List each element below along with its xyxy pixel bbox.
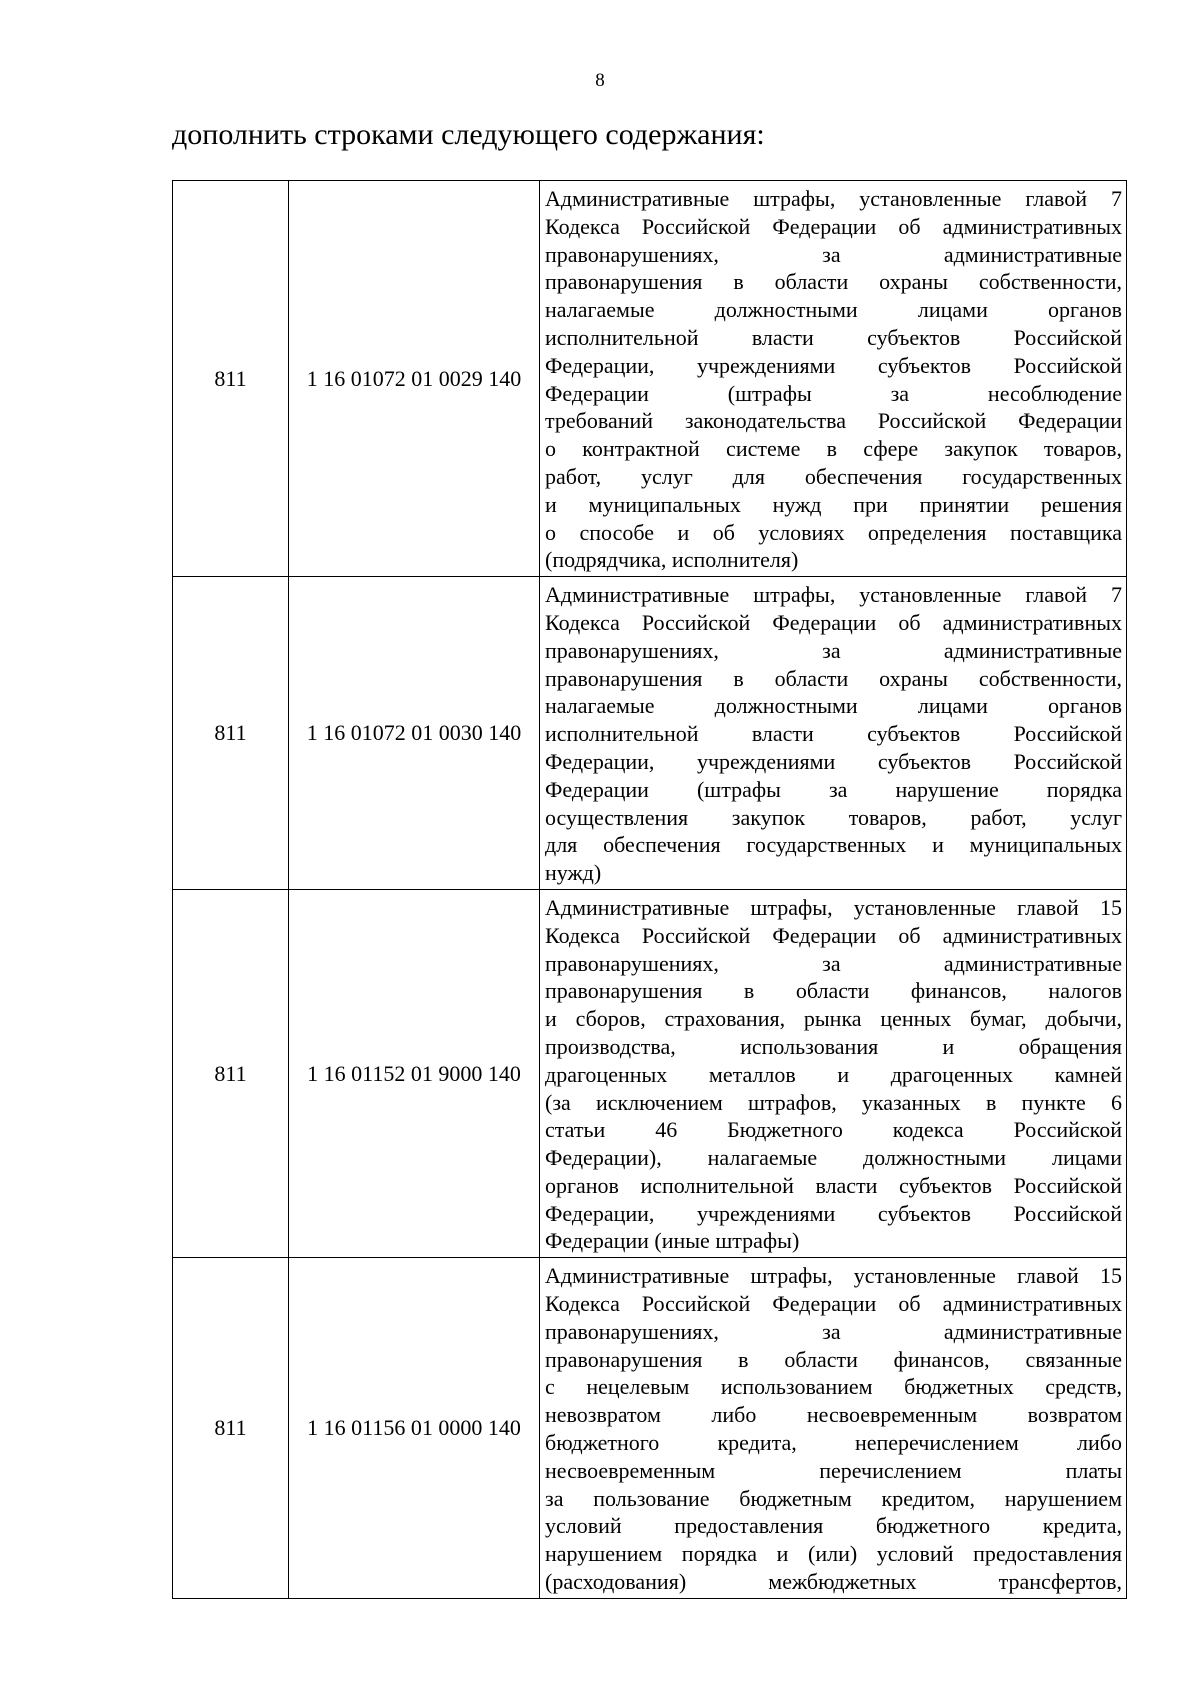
description-line: правонарушения в области охраны собственности, [545, 269, 1122, 295]
description-line: исполнительной власти субъектов Российской [545, 721, 1122, 747]
description-line: (за исключением штрафов, указанных в пункте 6 [545, 1089, 1122, 1115]
admin-code-cell: 811 [173, 889, 289, 1257]
description-cell [540, 577, 1127, 890]
table-row [173, 1258, 1127, 1599]
description-line: Федерации), налагаемые должностными лицами [545, 1145, 1122, 1171]
description-line: правонарушениях, за административные [545, 637, 1122, 663]
description-line: осуществления закупок товаров, работ, услуг [545, 804, 1122, 830]
description-line: производства, использования и обращения [545, 1033, 1122, 1059]
description-line: Административные штрафы, установленные главой 7 [545, 582, 1122, 608]
description-line: о контрактной системе в сфере закупок товаров, [545, 436, 1122, 462]
description-line: правонарушениях, за административные [545, 241, 1122, 267]
description-line: с нецелевым использованием бюджетных средств, [545, 1374, 1122, 1400]
description-line: за пользование бюджетным кредитом, нарушением [545, 1485, 1122, 1511]
description-cell [540, 1258, 1127, 1599]
description-line: (подрядчика, исполнителя) [545, 547, 799, 573]
description-line: правонарушения в области охраны собственности, [545, 665, 1122, 691]
classification-code-cell: 1 16 01072 01 0030 140 [289, 577, 540, 890]
description-line: для обеспечения государственных и муниципальных [545, 832, 1122, 858]
description-line: Федерации, учреждениями субъектов Российской [545, 748, 1122, 774]
description-line: Федерации, учреждениями субъектов Российской [545, 1200, 1122, 1226]
description-line: статьи 46 Бюджетного кодекса Российской [545, 1117, 1122, 1143]
description-line: и муниципальных нужд при принятии решения [545, 491, 1122, 517]
description-line: драгоценных металлов и драгоценных камней [545, 1061, 1122, 1087]
intro-text: дополнить строками следующего содержания: [172, 118, 765, 151]
description-line: Кодекса Российской Федерации об административных [545, 213, 1122, 239]
classification-code-cell: 1 16 01072 01 0029 140 [289, 181, 540, 577]
description-line: Федерации (штрафы за нарушение порядка [545, 776, 1122, 802]
description-line: Административные штрафы, установленные главой 15 [545, 894, 1122, 920]
description-line: органов исполнительной власти субъектов Российской [545, 1172, 1122, 1198]
classification-code-cell: 1 16 01152 01 9000 140 [289, 889, 540, 1257]
description-line: исполнительной власти субъектов Российской [545, 324, 1122, 350]
table-row [173, 181, 1127, 577]
description-line: требований законодательства Российской Федерации [545, 408, 1122, 434]
admin-code-cell: 811 [173, 1258, 289, 1599]
description-line: Административные штрафы, установленные главой 7 [545, 186, 1122, 211]
table-row [173, 577, 1127, 890]
description-line: (расходования) межбюджетных трансфертов, [545, 1569, 1122, 1595]
description-line: нужд) [545, 860, 602, 886]
table-row [173, 889, 1127, 1257]
description-line: правонарушениях, за административные [545, 1318, 1122, 1344]
description-line: несвоевременным перечислением платы [545, 1457, 1122, 1483]
description-line: нарушением порядка и (или) условий предоставления [545, 1541, 1122, 1567]
description-line: о способе и об условиях определения поставщика [545, 519, 1122, 545]
description-line: и сборов, страхования, рынка ценных бумаг, добычи, [545, 1006, 1122, 1032]
description-line: работ, услуг для обеспечения государственных [545, 463, 1122, 489]
description-line: бюджетного кредита, неперечислением либо [545, 1430, 1122, 1456]
description-line: налагаемые должностными лицами органов [545, 297, 1122, 323]
description-line: Кодекса Российской Федерации об административных [545, 922, 1122, 948]
description-line: Кодекса Российской Федерации об административных [545, 609, 1122, 635]
page-number: 8 [595, 70, 605, 91]
budget-codes-table [172, 180, 1127, 1599]
description-line: Федерации (иные штрафы) [545, 1228, 800, 1254]
description-cell [540, 181, 1127, 577]
admin-code-cell: 811 [173, 577, 289, 890]
description-line: правонарушениях, за административные [545, 950, 1122, 976]
description-line: невозвратом либо несвоевременным возвратом [545, 1402, 1122, 1428]
description-line: Кодекса Российской Федерации об административных [545, 1291, 1122, 1317]
description-line: Федерации (штрафы за несоблюдение [545, 380, 1122, 406]
description-line: Федерации, учреждениями субъектов Российской [545, 352, 1122, 378]
description-line: правонарушения в области финансов, связанные [545, 1346, 1122, 1372]
classification-code-cell: 1 16 01156 01 0000 140 [289, 1258, 540, 1599]
description-line: условий предоставления бюджетного кредита, [545, 1513, 1122, 1539]
description-line: налагаемые должностными лицами органов [545, 693, 1122, 719]
description-cell [540, 889, 1127, 1257]
admin-code-cell: 811 [173, 181, 289, 577]
description-line: правонарушения в области финансов, налогов [545, 978, 1122, 1004]
description-line: Административные штрафы, установленные главой 15 [545, 1263, 1122, 1289]
